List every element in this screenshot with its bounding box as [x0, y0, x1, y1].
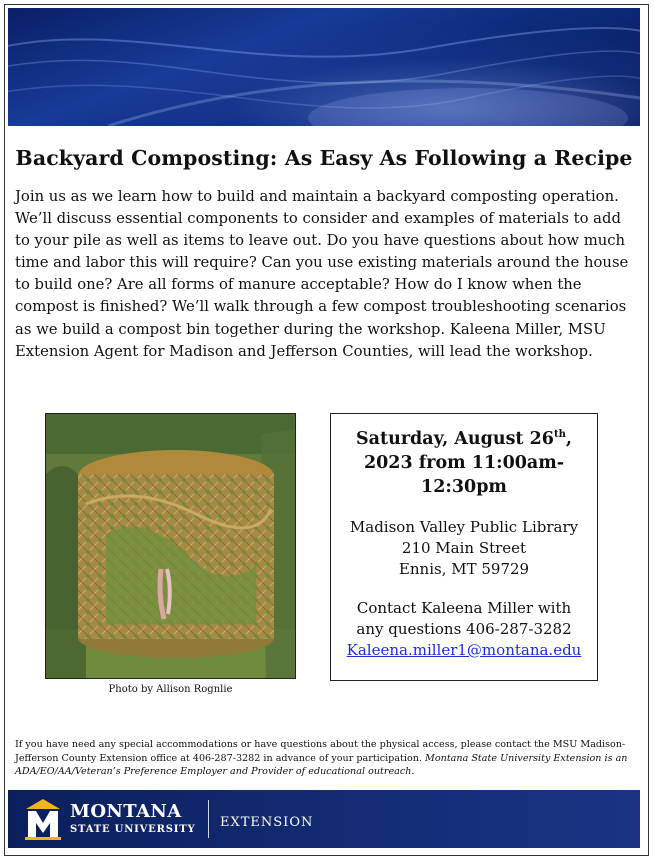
- brand-subtitle: STATE UNIVERSITY: [70, 824, 196, 835]
- event-date: Saturday, August 26th, 2023 from 11:00am- 12:30pm: [356, 428, 572, 497]
- header-banner: [8, 8, 640, 126]
- brand-unit: EXTENSION: [220, 815, 314, 830]
- venue-city: Ennis, MT 59729: [398, 559, 530, 578]
- venue-street: 210 Main Street: [401, 538, 527, 557]
- venue-name: Madison Valley Public Library: [349, 517, 579, 536]
- compost-bin-photo: [45, 413, 296, 679]
- event-venue: [331, 517, 597, 580]
- event-details-box: [330, 413, 598, 681]
- banner-wave-graphic: [8, 8, 640, 126]
- contact-line-1: Contact Kaleena Miller with: [356, 598, 572, 617]
- msu-m-logo-icon: [22, 797, 64, 841]
- footer-brand-bar: [8, 790, 640, 848]
- event-contact: [331, 598, 597, 661]
- flyer-title: Backyard Composting: As Easy As Following a Recipe: [15, 146, 633, 170]
- accessibility-notice: If you have need any special accommodations or have questions about the physical access, please contact the MSU Madison-Jefferson County Extension office at 406-287-3282 in advance of your participation. Montana State University Extension is an ADA/EO/AA/Veteran’s Preference Employer and Provider of educational outreach.: [15, 739, 628, 777]
- brand-divider: [208, 800, 209, 838]
- intro-paragraph: Join us as we learn how to build and maintain a backyard composting operation. We’ll discuss essential components to consider and examples of materials to add to your pile as well as items to leave out. Do you have questions about how much time and labor this will require? Can you use existing materials around the house to build one? Are all forms of manure acceptable? How do I know when the compost is finished? We’ll walk through a few compost troubleshooting scenarios as we build a compost bin together during the workshop. Kaleena Miller, MSU Extension Agent for Madison and Jefferson Counties, will lead the workshop.: [15, 188, 629, 360]
- contact-line-2: any questions 406-287-3282: [356, 619, 572, 638]
- photo-caption: Photo by Allison Rognlie: [108, 684, 233, 695]
- eeo-statement: Montana State University Extension is an ADA/EO/AA/Veteran’s Preference Employer and Provider of educational outreach.: [15, 752, 628, 777]
- email-link[interactable]: Kaleena.miller1@montana.edu: [346, 640, 582, 659]
- compost-bin-illustration: [46, 414, 296, 679]
- brand-name: MONTANA: [70, 801, 182, 822]
